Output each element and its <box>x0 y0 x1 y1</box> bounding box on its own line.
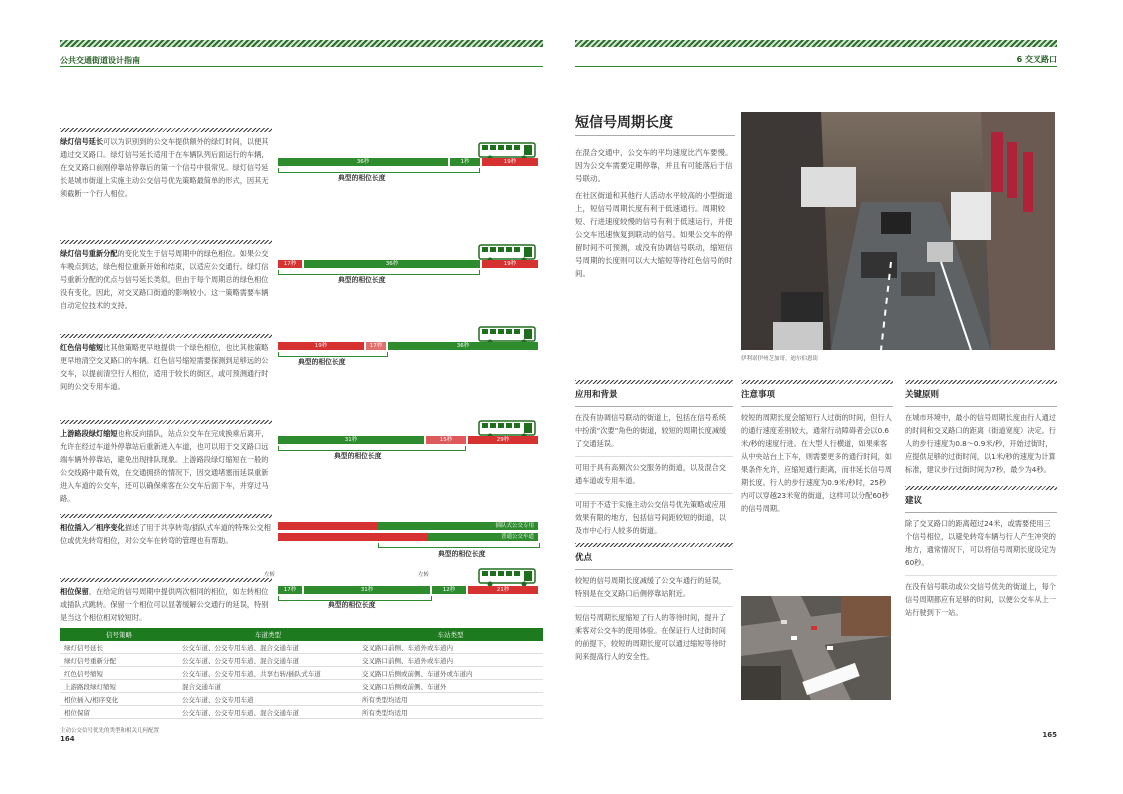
section-rule <box>575 569 733 570</box>
divider <box>905 575 1057 576</box>
strategy-table <box>60 628 543 719</box>
truncated-red-bar: 17秒 <box>366 342 386 350</box>
header-rule <box>575 66 1057 67</box>
table-cell: 交叉路口前侧、车道外或车道内 <box>358 641 543 654</box>
section-rule <box>905 512 1057 513</box>
phase-length-label: 典型的相位长度 <box>328 601 376 609</box>
red-phase-bar <box>278 522 378 530</box>
section-hatch <box>60 514 272 518</box>
table-cell: 相位插入/相序变化 <box>60 693 178 706</box>
table-cell: 绿灯信号延长 <box>60 641 178 654</box>
bus-icon <box>478 568 536 587</box>
header-hatch <box>575 40 1057 47</box>
column-text <box>905 517 1057 619</box>
table-row <box>60 680 543 693</box>
phase-length-label: 典型的相位长度 <box>438 550 486 558</box>
green-phase-bar: 36秒 <box>304 260 480 268</box>
diagram-green-redistribution <box>278 244 540 284</box>
section-hatch <box>575 543 733 547</box>
section-title: 红色信号缩短 <box>60 343 104 352</box>
table-row <box>60 667 543 680</box>
table-header: 信号策略 <box>60 628 178 641</box>
paragraph: 在没有信号联动或公交信号优先的街道上，每个信号周期都应有足够的时间，以便公交车从上一站行驶到下一站。 <box>905 582 1056 617</box>
column-text: 较短的周期长度会缩短行人过街的时间，但行人的通行速度差别较大，通常行动障碍者会以0.6米/秒的速度行进。在大型人行横道，如果乘客从中央站台上下车，则需要更多的通行时间，如果条件允许，应缩短通行距离，而非延长信号周期长度。行人的步行速度为0.9米/秒时，25秒内可以穿越23米宽的街道，这样可以分配60秒的信号周期。 <box>741 413 892 513</box>
paragraph: 在没有协调信号联动的街道上，包括在信号系统中扮演“次要”角色的街道，较短的周期长度减缓了交通延误。 <box>575 413 727 448</box>
table-cell: 交叉路口前侧、车道外或车道内 <box>358 654 543 667</box>
intersection-photo <box>741 596 891 700</box>
phase-length-label: 典型的相位长度 <box>338 276 386 284</box>
table-header: 车站类型 <box>358 628 543 641</box>
section-title: 绿灯信号延长 <box>60 137 104 146</box>
section-hatch <box>60 578 272 582</box>
extended-phase-bar: 1秒 <box>450 158 480 166</box>
section-upstream-truncation <box>60 420 272 505</box>
table-cell: 交叉路口后侧或前侧、车道外 <box>358 680 543 693</box>
title-rule <box>575 135 735 136</box>
section-red-truncation <box>60 334 272 393</box>
column-considerations <box>741 380 893 515</box>
section-text: 描述了用于共享转弯/插队式车道的特殊公交相位或优先转弯相位，对公交车在转弯的管理也有帮助。 <box>60 523 271 545</box>
phase-length-label: 典型的相位长度 <box>298 358 346 366</box>
intro-paragraph: 在混合交通中，公交车的平均速度比汽车要慢。因为公交车需要定期停靠，并且有可能落后于信号联动。 <box>575 148 733 183</box>
street-scene-image <box>741 112 1055 350</box>
table-cell: 所有类型均适用 <box>358 693 543 706</box>
section-phase-rotation <box>60 578 272 624</box>
divider <box>575 606 733 607</box>
left-turn-phase-bar: 12秒 <box>432 586 466 594</box>
page-number: 164 <box>60 735 75 743</box>
section-rule <box>741 406 893 407</box>
section-text: 比其他策略更早地提供一个绿色相位，也比其他策略更早地清空交叉路口的车辆。红色信号缩短需要探测到足够远的公交车，以提前清空行人相位，适用于较长的街区，或可预测通行时间的公交专用车道。 <box>60 343 269 391</box>
table-cell: 绿灯信号重新分配 <box>60 654 178 667</box>
section-heading: 建议 <box>905 496 923 506</box>
page-number: 165 <box>1042 731 1057 739</box>
green-phase-bar: 31秒 <box>278 436 424 444</box>
diagram-phase-insertion <box>278 522 540 562</box>
section-hatch <box>741 380 893 384</box>
running-header: 公共交通街道设计指南 <box>60 56 140 65</box>
general-lane-phase-bar: 普通公交车道 <box>428 533 538 541</box>
left-turn-label: 左转 <box>264 572 276 578</box>
section-hatch <box>575 380 733 384</box>
column-text <box>575 411 733 537</box>
intro-text <box>575 146 735 280</box>
queue-jump-phase-bar: 插队式公交专用 <box>378 522 538 530</box>
section-green-redistribution <box>60 240 272 312</box>
left-page <box>0 0 560 794</box>
header-hatch <box>60 40 543 47</box>
running-header: 6 交叉路口 <box>1016 55 1057 64</box>
street-photo <box>741 112 1055 350</box>
red-phase-bar: 17秒 <box>278 260 302 268</box>
table-cell: 交叉路口后侧或前侧、车道外或车道内 <box>358 667 543 680</box>
table-cell: 公交车道、公交专用车道、共享右转/插队式车道 <box>178 667 358 680</box>
section-phase-insertion <box>60 514 272 547</box>
section-heading: 关键原则 <box>905 390 940 400</box>
divider <box>575 493 733 494</box>
red-phase-bar: 19秒 <box>482 260 538 268</box>
photo-caption: 伊利诺伊州芝加哥，迪尔伯恩街 <box>741 356 819 362</box>
column-applications <box>575 380 733 663</box>
table-row <box>60 706 543 719</box>
column-text <box>575 574 733 663</box>
left-turn-label: 左转 <box>418 572 430 578</box>
table-header: 车道类型 <box>178 628 358 641</box>
diagram-phase-rotation <box>264 568 540 612</box>
intersection-image <box>741 596 891 700</box>
intro-paragraph: 在社区街道和其他行人活动水平较高的小型街道上，短信号周期长度有利于低速通行。周期较短、行进速度较慢的信号有利于低速运行，并使公交车迅速恢复到联动的信号。如果公交车的停留时间不可预测，或没有协调信号联动，缩短信号周期的长度则可以大大缩短等待红色信号的时间。 <box>575 191 733 278</box>
section-text: 可以为识别到的公交车提供额外的绿灯时间，以便其通过交叉路口。绿灯信号延长适用于在车辆队列后面运行的车辆，在交叉路口前刚停靠站停靠后的第一个信号中很常见。绿灯信号延长是城市街道上实施主动公交信号优先策略最简单的形式，因其无须截断一个行人相位。 <box>60 137 269 198</box>
table-row <box>60 693 543 706</box>
page-title: 短信号周期长度 <box>575 115 673 131</box>
green-phase-bar: 36秒 <box>278 158 448 166</box>
section-rule <box>575 406 733 407</box>
section-green-extension <box>60 128 272 200</box>
red-phase-bar: 29秒 <box>468 436 538 444</box>
section-hatch <box>60 240 272 244</box>
red-phase-bar: 19秒 <box>482 158 538 166</box>
green-phase-bar: 31秒 <box>304 586 430 594</box>
section-text: 也称反向插队，站点公交车在完成换乘后离开，允许在经过车道外停靠站后重新进入车道，也可以用于交叉路口远端车辆外停靠站，避免出现排队现象。上游路段绿灯缩短在一般的公交线路中最有效，在交通拥挤的情况下，因交通堵塞而延误重新进入车道的公交车，还可以确保乘客在公交车后面下车，并穿过马路。 <box>60 429 269 503</box>
section-rule <box>905 406 1057 407</box>
table-cell: 公交车道、公交专用车道、混合交通车道 <box>178 706 358 719</box>
column-principles <box>905 380 1057 619</box>
table-row <box>60 641 543 654</box>
table-cell: 公交车道、公交专用车道、混合交通车道 <box>178 654 358 667</box>
table-cell: 所有类型均适用 <box>358 706 543 719</box>
table-row <box>60 654 543 667</box>
section-text: ，在给定的信号周期中提供两次相同的相位，如左转相位或插队式跳转。保留一个相位可以显著缓解公交通行的延误，特别是当这个相位相对较短时。 <box>60 587 269 622</box>
table-cell: 公交车道、公交专用车道、混合交通车道 <box>178 641 358 654</box>
paragraph: 短信号周期长度缩短了行人的等待时间，提升了乘客对公交车的使用体验。在保证行人过街时间的前提下，较短的周期长度可以通过缩短等待时间来提高行人的安全性。 <box>575 613 726 661</box>
section-text: 的变化发生于信号周期中的绿色相位。如果公交车晚点到达，绿色相位重新开始和结束，以适应公交通行。绿灯信号重新分配的优点与信号延长类似，但由于每个周期总的绿色相位没有变化，因此，对交叉路口街道的影响较小。这一策略需要车辆自动定位技术的支持。 <box>60 249 269 310</box>
table-cell: 相位保留 <box>60 706 178 719</box>
section-hatch <box>905 486 1057 490</box>
section-heading: 注意事项 <box>741 390 776 400</box>
paragraph: 可用于不适于实施主动公交信号优先策略或应用效果有限的地方，包括信号间距较短的街道，以及市中心行人较多的街道。 <box>575 500 726 535</box>
truncated-bar: 15秒 <box>426 436 466 444</box>
section-heading: 应用和背景 <box>575 390 618 400</box>
section-hatch <box>60 420 272 424</box>
divider <box>575 456 733 457</box>
table-caption: 主动公交信号优先的类型和相关几何配置 <box>60 728 160 734</box>
table-cell: 混合交通车道 <box>178 680 358 693</box>
diagram-upstream-truncation <box>278 420 540 460</box>
table-cell: 上游路段绿灯缩短 <box>60 680 178 693</box>
phase-length-label: 典型的相位长度 <box>334 452 382 460</box>
section-title: 相位插入／相序变化 <box>60 523 125 532</box>
right-page <box>563 0 1123 794</box>
red-phase-bar: 19秒 <box>278 342 364 350</box>
section-title: 上游路段绿灯缩短 <box>60 429 118 438</box>
header-rule <box>60 66 543 67</box>
table-cell: 公交车道、公交专用车道 <box>178 693 358 706</box>
section-title: 绿灯信号重新分配 <box>60 249 118 258</box>
diagram-red-truncation <box>278 326 540 366</box>
table-cell: 红色信号缩短 <box>60 667 178 680</box>
red-phase-bar <box>278 533 428 541</box>
paragraph: 可用于具有高频次公交服务的街道，以及混合交通车道或专用车道。 <box>575 463 726 485</box>
section-hatch <box>905 380 1057 384</box>
column-text: 在城市环境中，最小的信号周期长度由行人通过的时间和交叉路口的距离（街道宽度）决定。行人的步行速度为0.8～0.9米/秒，开始过街时，应提供足够的过街时间，以1米/秒的速度为计算标准，建议步行过街时间为7秒，最少为4秒。 <box>905 413 1056 474</box>
section-hatch <box>60 334 272 338</box>
section-title: 相位保留 <box>60 587 89 596</box>
paragraph: 较短的信号周期长度减缓了公交车通行的延误，特别是在交叉路口后侧停靠站附近。 <box>575 576 726 598</box>
paragraph: 除了交叉路口的距离超过24米，或需要使用三个信号相位，以避免转弯车辆与行人产生冲突的地方，通常情况下，可以将信号周期长度设定为60秒。 <box>905 519 1056 567</box>
phase-length-label: 典型的相位长度 <box>338 174 386 182</box>
section-hatch <box>60 128 272 132</box>
section-heading: 优点 <box>575 553 593 563</box>
green-phase-bar: 36秒 <box>388 342 538 350</box>
diagram-green-extension <box>278 142 540 182</box>
red-phase-bar: 21秒 <box>468 586 538 594</box>
left-turn-phase-bar: 17秒 <box>278 586 302 594</box>
